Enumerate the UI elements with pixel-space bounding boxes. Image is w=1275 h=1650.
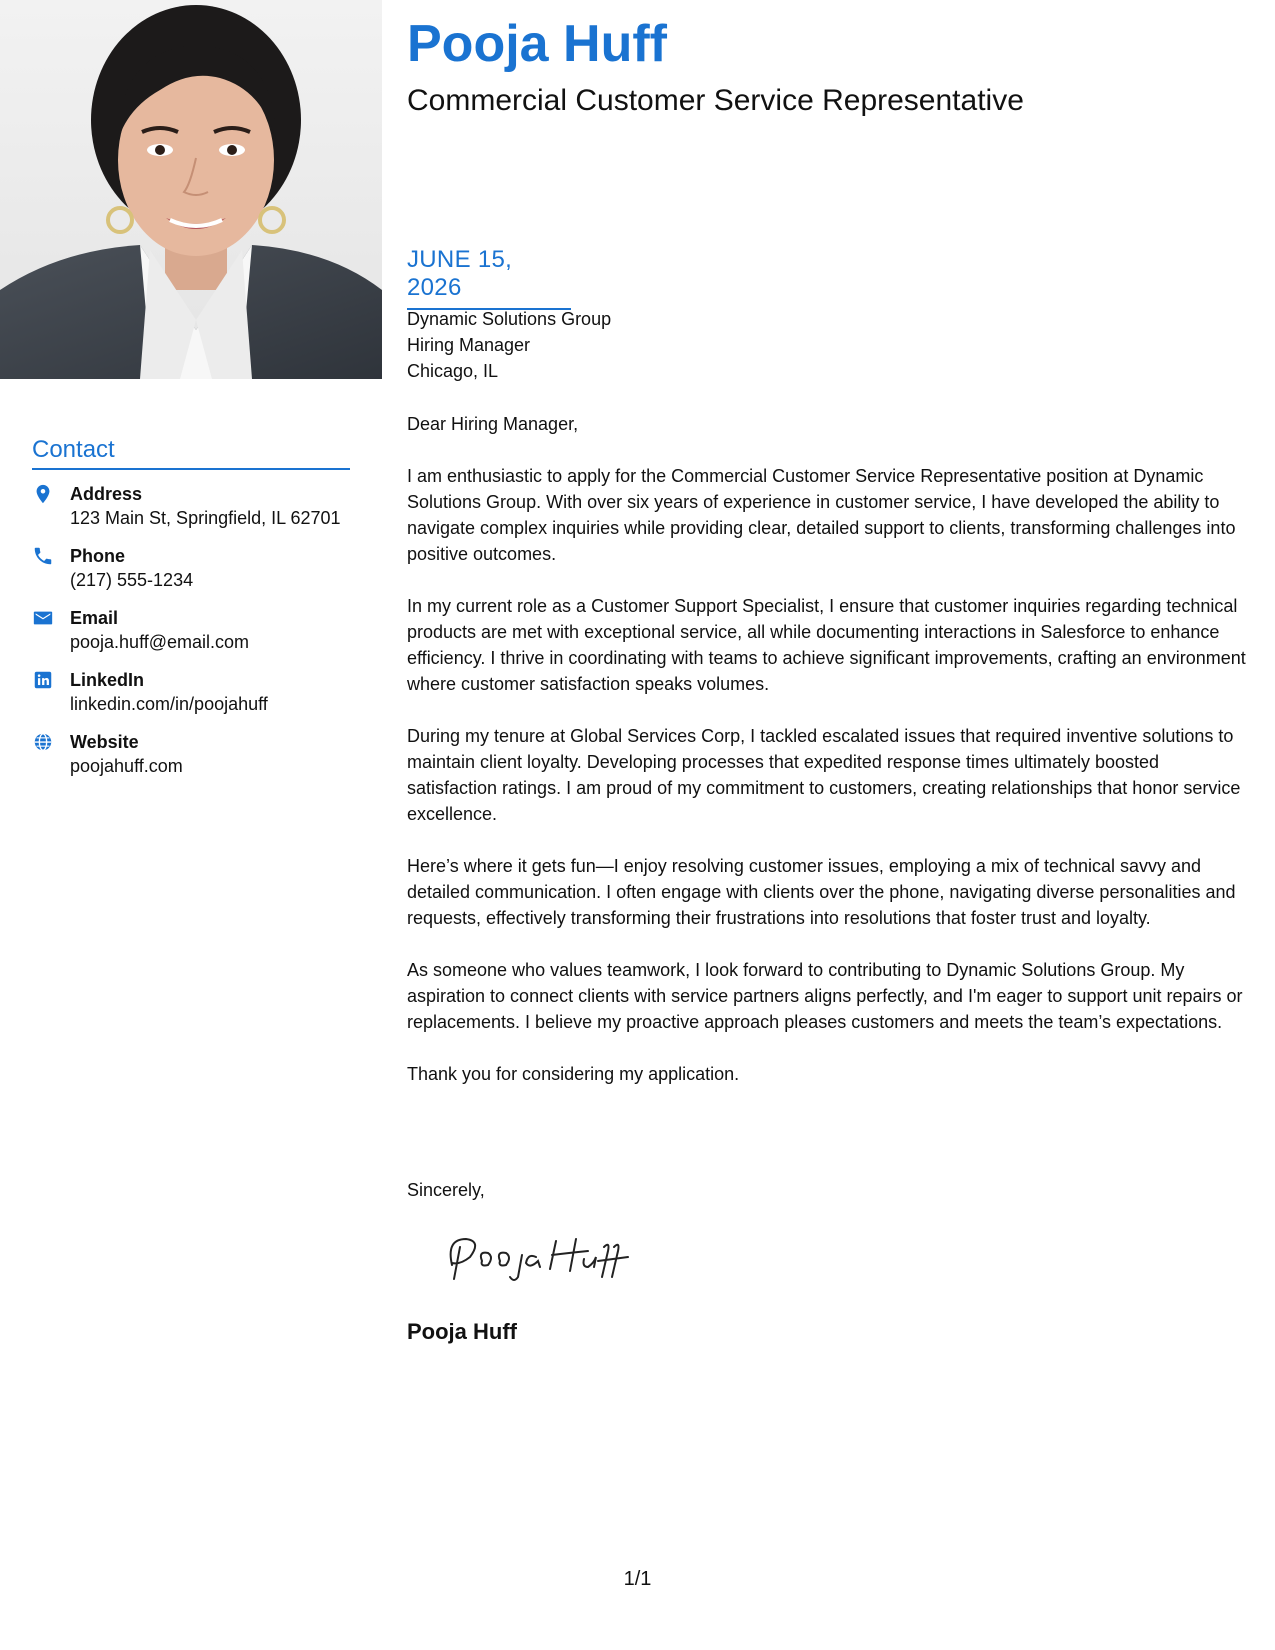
signer-name: Pooja Huff xyxy=(407,1319,517,1344)
contact-value: 123 Main St, Springfield, IL 62701 xyxy=(70,508,341,528)
contact-label: Email xyxy=(70,608,119,628)
globe-icon xyxy=(32,731,56,755)
contact-label: LinkedIn xyxy=(70,670,145,690)
paragraph: During my tenure at Global Services Corp, I tackled escalated issues that required inventive solutions to maintain client loyalty. Developing processes that expedited response times ultimately boosted satisfaction ratings. I am proud of my commitment to customers, creating relationships that honor service excellence. xyxy=(407,726,1241,824)
signature xyxy=(438,1227,638,1287)
greeting: Dear Hiring Manager, xyxy=(407,414,579,434)
contact-linkedin xyxy=(32,668,350,716)
candidate-name: Pooja Huff xyxy=(407,15,667,73)
profile-photo xyxy=(0,0,382,379)
contact-phone xyxy=(32,544,350,592)
recipient-company: Dynamic Solutions Group xyxy=(407,309,612,329)
date-block xyxy=(407,246,571,310)
recipient-location: Chicago, IL xyxy=(407,361,499,381)
contact-value: pooja.huff@email.com xyxy=(70,632,250,652)
paragraph: Here’s where it gets fun—I enjoy resolving customer issues, employing a mix of technical savvy and detailed communication. I often engage with clients over the phone, navigating diverse personalities and requests, effectively transforming their frustrations into resolutions that foster trust and loyalty. xyxy=(407,856,1236,928)
contact-value: linkedin.com/in/poojahuff xyxy=(70,694,268,714)
contact-value: poojahuff.com xyxy=(70,756,183,776)
contact-section xyxy=(32,436,350,792)
contact-label: Phone xyxy=(70,546,126,566)
letter-date: JUNE 15, 2026 xyxy=(407,246,513,301)
closing: Sincerely, xyxy=(407,1180,485,1200)
email-icon xyxy=(32,607,56,631)
linkedin-icon xyxy=(32,669,56,693)
recipient-block xyxy=(407,306,611,384)
contact-email xyxy=(32,606,350,654)
contact-heading: Contact xyxy=(32,436,350,470)
map-pin-icon xyxy=(32,483,56,507)
contact-label: Website xyxy=(70,732,139,752)
contact-address xyxy=(32,482,350,530)
paragraph: In my current role as a Customer Support Specialist, I ensure that customer inquiries regarding technical products are met with exceptional service, all while documenting interactions in Salesforce to enhance efficiency. I thrive in coordinating with teams to achieve significant improvements, crafting an environment where customer satisfaction speaks volumes. xyxy=(407,596,1246,694)
contact-value: (217) 555-1234 xyxy=(70,570,194,590)
contact-label: Address xyxy=(70,484,143,504)
paragraph: Thank you for considering my application. xyxy=(407,1064,740,1084)
paragraph: As someone who values teamwork, I look forward to contributing to Dynamic Solutions Group. My aspiration to connect clients with service partners aligns perfectly, and I'm eager to support unit repairs or replacements. I believe my proactive approach pleases customers and meets the team’s expectations. xyxy=(407,960,1243,1032)
paragraph: I am enthusiastic to apply for the Commercial Customer Service Representative position at Dynamic Solutions Group. With over six years of experience in customer service, I have developed the ability to navigate complex inquiries while providing clear, detailed support to clients, transforming challenges into positive outcomes. xyxy=(407,466,1236,564)
job-title: Commercial Customer Service Representative xyxy=(407,84,1024,117)
letter-body xyxy=(407,411,1253,1113)
phone-icon xyxy=(32,545,56,569)
contact-website xyxy=(32,730,350,778)
page-number: 1/1 xyxy=(623,1568,652,1590)
recipient-role: Hiring Manager xyxy=(407,335,531,355)
